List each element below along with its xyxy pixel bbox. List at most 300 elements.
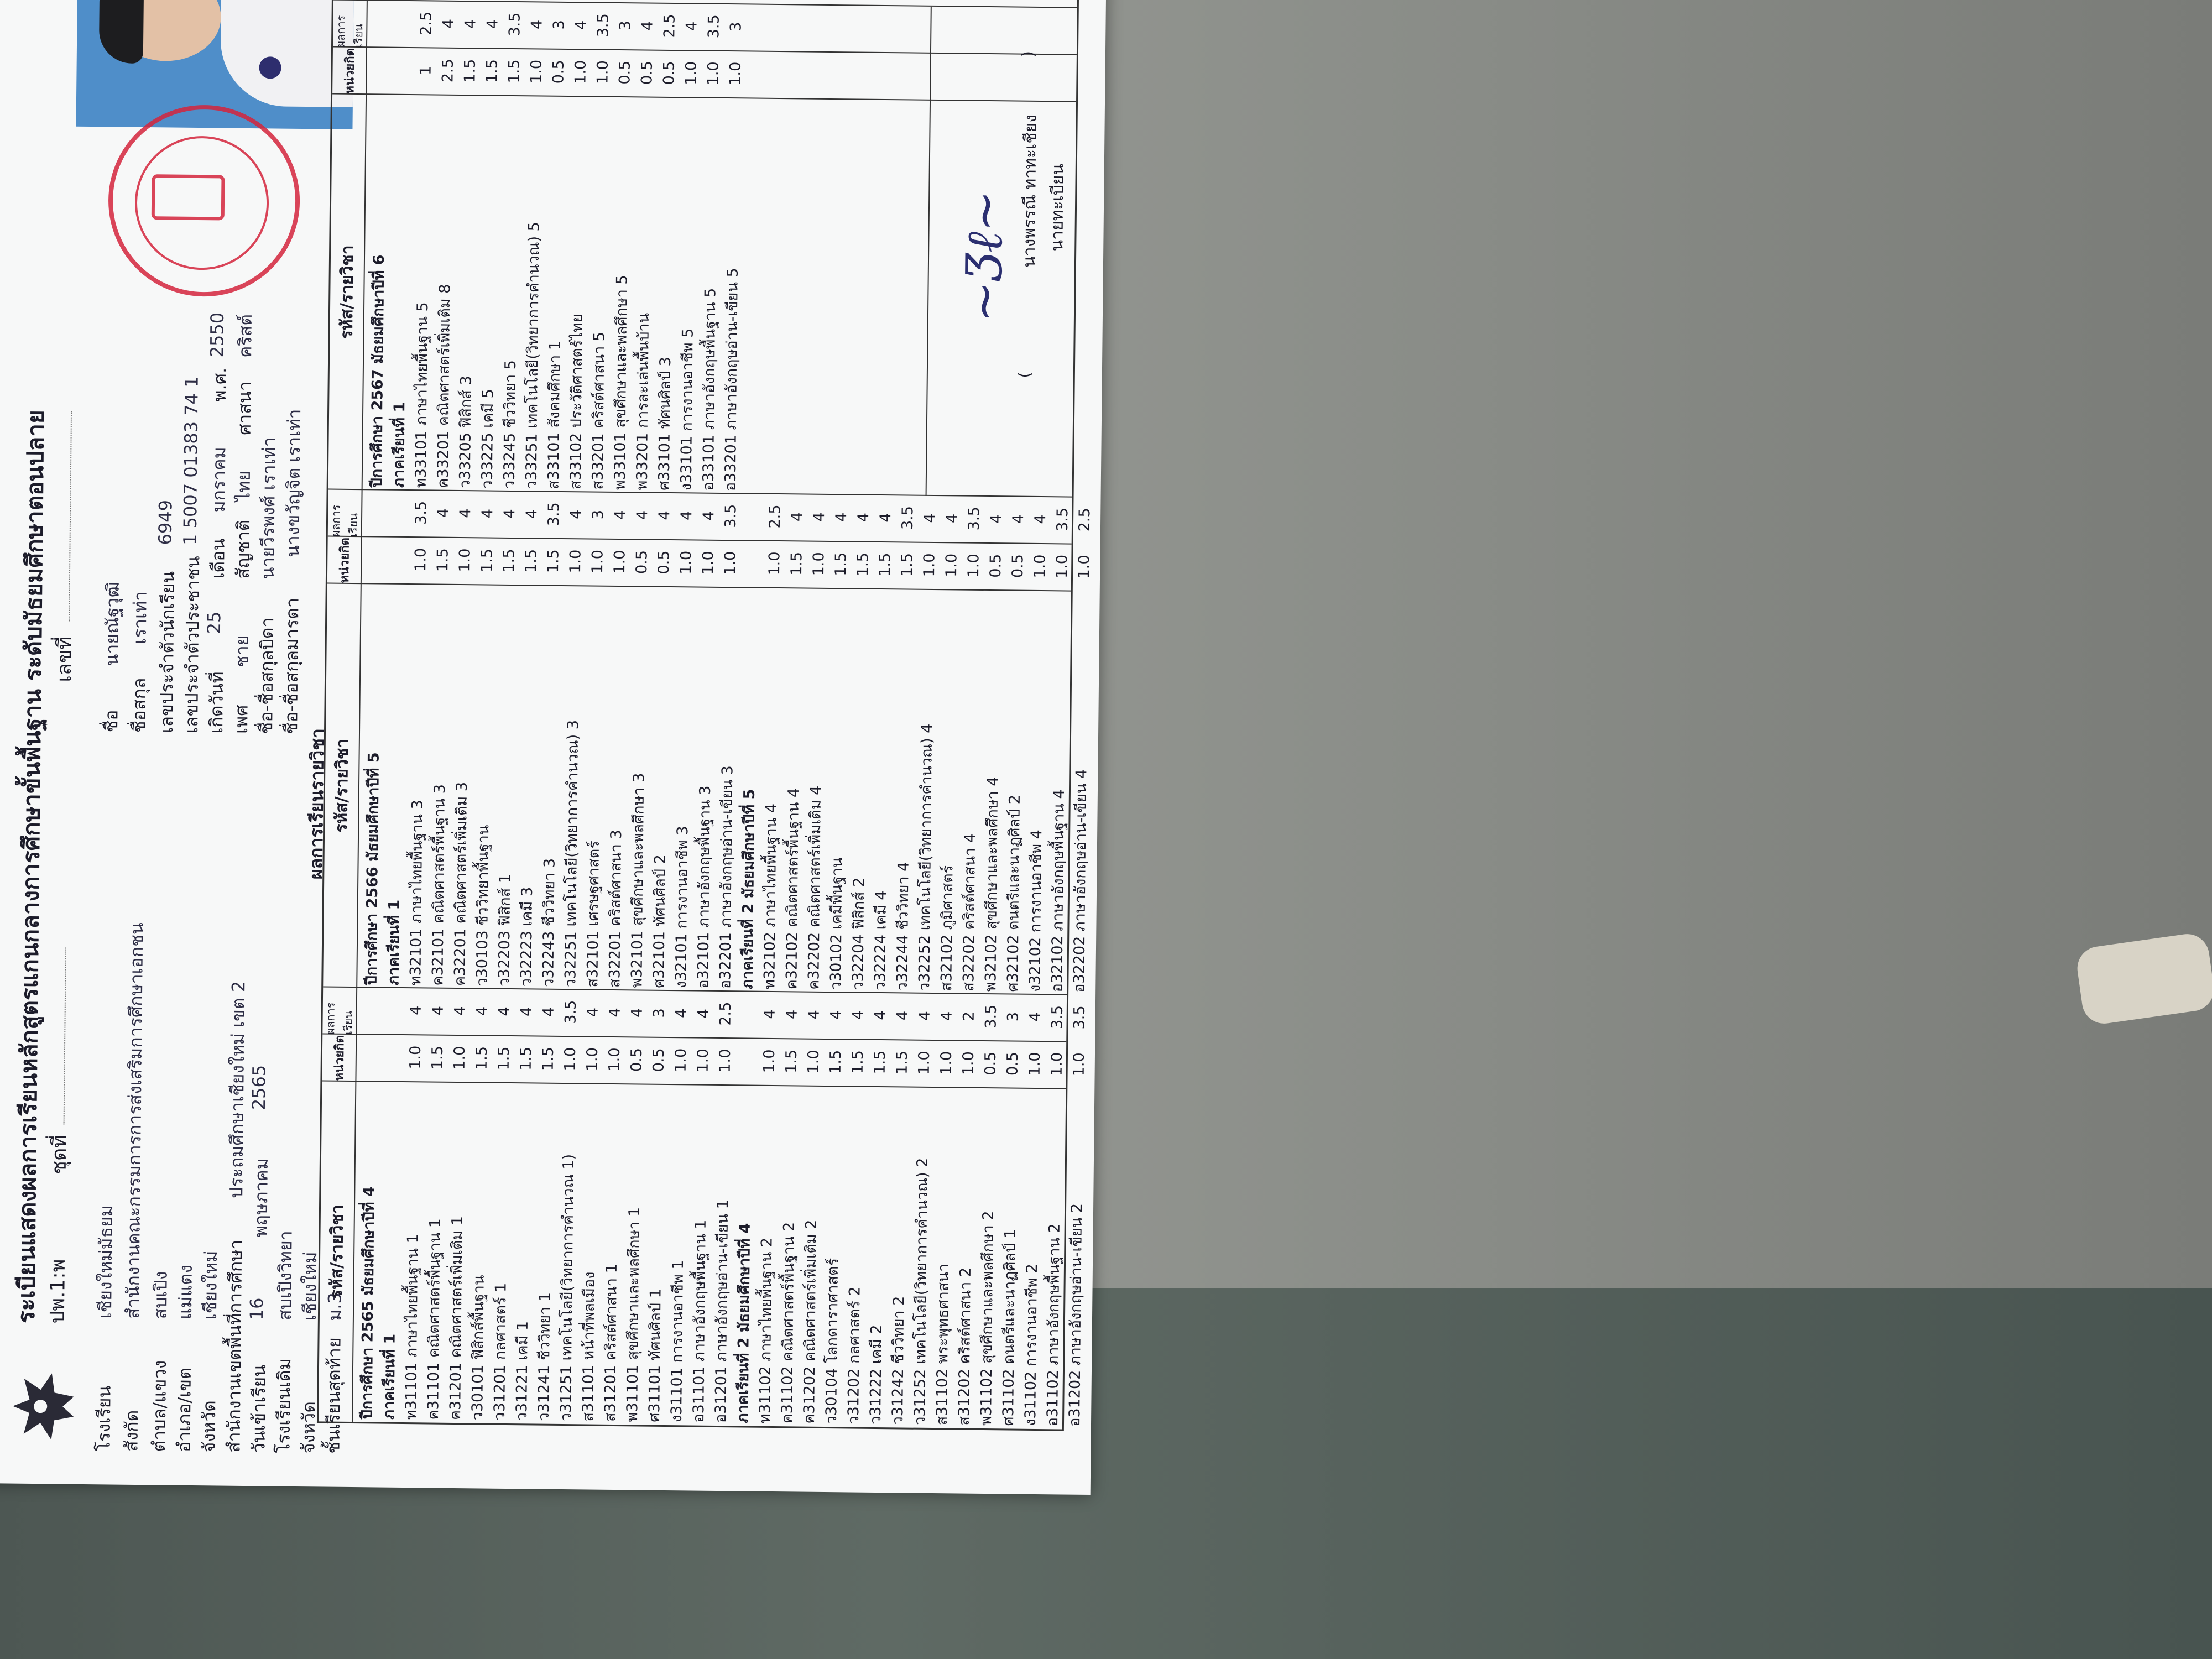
- sex-label: เพศ: [230, 705, 252, 734]
- prev-province-label: จังหวัด: [298, 1401, 320, 1454]
- citizen-id-label: เลขประจำตัวประชาชน: [180, 556, 204, 734]
- col3-subject-row: ว33245 ชีววิทยา 5: [500, 359, 520, 489]
- col1-subject-row: ศ31102 ดนตรีและนาฏศิลป์ 1: [999, 1228, 1019, 1426]
- col1-unit-cell: 1.5: [539, 1047, 557, 1071]
- col2-grade-cell: 3.5: [899, 505, 917, 530]
- col3-grade-cell: [395, 7, 396, 40]
- col3-unit-cell: 1.0: [572, 60, 589, 84]
- col1-unit-cell: 1.0: [959, 1051, 978, 1076]
- col3-subject-row: ท33101 ภาษาไทยพื้นฐาน 5: [412, 302, 432, 488]
- col2-unit-cell: 1.5: [434, 548, 452, 572]
- col2-unit-cell: 1.0: [1031, 554, 1049, 578]
- col1-subject-row: ส31101 หน้าที่พลเมือง: [579, 1271, 598, 1422]
- col2-subject-row: ค32101 คณิตศาสตร์พื้นฐาน 3: [429, 784, 449, 986]
- col2-unit-cell: 1.5: [545, 549, 562, 573]
- col2-unit-header: หน่วยกิต: [337, 538, 352, 583]
- col1-grade-cell: 4: [894, 1010, 911, 1021]
- signature-open-paren: (: [1015, 371, 1035, 378]
- col2-unit-cell: 1.5: [788, 551, 806, 576]
- col2-grade-cell: 4: [789, 512, 806, 522]
- results-heading: ผลการเรียนรายวิชา: [305, 728, 328, 880]
- school-name: เชียงใหม่มัธยม: [94, 1204, 117, 1319]
- col2-unit-cell: 1.0: [722, 551, 739, 575]
- col1-unit-cell: 1.0: [694, 1048, 712, 1073]
- col2-unit-cell: 1.0: [1076, 555, 1093, 579]
- col2-subject-row: ว32224 เคมี 4: [872, 890, 890, 991]
- col1-subject-row: ว31251 เทคโนโลยี(วิทยาการคำนวณ 1): [557, 1154, 578, 1422]
- subdistrict: สบเปิง: [149, 1271, 171, 1319]
- col2-grade-header: ผลการเรียน: [328, 504, 361, 538]
- col1-grade-cell: 4: [761, 1009, 779, 1019]
- col1-unit-cell: 1.0: [561, 1047, 580, 1071]
- col3-unit-cell: 0.5: [616, 60, 634, 85]
- registrar-role: นายทะเบียน: [1047, 163, 1068, 252]
- col1-subject-row: ท31102 ภาษาไทยพื้นฐาน 2: [756, 1237, 776, 1424]
- signature-box-divider: [926, 7, 932, 496]
- col1-grade-cell: 3.5: [562, 1000, 580, 1024]
- col2-subject-row: ง32102 การงานอาชีพ 4: [1026, 830, 1046, 993]
- surname-label: ชื่อสกุล: [128, 677, 150, 733]
- col2-subject-row: ส32202 คริสต์ศาสนา 4: [960, 833, 979, 992]
- col1-unit-cell: 1.0: [672, 1048, 690, 1072]
- col1-unit-cell: 1.0: [406, 1045, 425, 1070]
- col1-grade-cell: 3.5: [1071, 1005, 1088, 1030]
- form-code: ปพ.1:พ: [46, 1259, 70, 1324]
- col2-grade-cell: 4: [457, 508, 474, 518]
- father-label: ชื่อ-ชื่อสกุลบิดา: [255, 617, 278, 734]
- col1-unit-cell: 1.0: [1048, 1052, 1066, 1077]
- col2-subject-row: ว32252 เทคโนโลยี(วิทยาการคำนวณ) 4: [916, 723, 936, 992]
- school-seal-icon: [107, 104, 301, 298]
- col1-subject-row: ง31101 การงานอาชีพ 1: [667, 1260, 687, 1423]
- col3-unit-cell: 1.5: [505, 59, 523, 84]
- col1-grade-cell: 4: [451, 1006, 469, 1016]
- col1-unit-cell: 1.0: [805, 1050, 823, 1074]
- signature-close-paren: ): [1018, 50, 1038, 58]
- col1-grade-cell: 2.5: [717, 1001, 734, 1026]
- col2-subject-row: ศ32101 ทัศนศิลป์ 2: [650, 854, 669, 988]
- col1-unit-cell: 1.0: [606, 1047, 624, 1072]
- citizen-id: 1 5007 01383 74 1: [179, 376, 202, 546]
- col2-subject-row: ว30102 เคมีพื้นฐาน: [827, 857, 846, 990]
- col2-unit-cell: 1.0: [412, 547, 430, 572]
- col1-grade-cell: 4: [429, 1005, 447, 1016]
- col2-unit-cell: 1.0: [589, 549, 607, 574]
- birth-day: 25: [203, 611, 225, 634]
- col1-grade-cell: 4: [849, 1010, 867, 1020]
- admit-day: 16: [246, 1297, 268, 1321]
- affiliation: สำนักงานคณะกรรมการการส่งเสริมการศึกษาเอกชน: [122, 922, 148, 1319]
- name-label: ชื่อ: [100, 709, 122, 733]
- birth-month: มกราคม: [208, 447, 230, 513]
- col3-grade-cell: 4: [528, 19, 546, 30]
- col1-unit-cell: 1.5: [473, 1046, 491, 1071]
- col2-grade-cell: 4: [567, 509, 585, 519]
- col3-grade-cell: 3.5: [506, 12, 524, 36]
- col2-unit-cell: 1.5: [523, 549, 540, 573]
- col1-grade-cell: 3.5: [1048, 1005, 1066, 1030]
- religion-label: ศาสนา: [233, 381, 255, 436]
- col1-subject-row: ค31101 คณิตศาสตร์พื้นฐาน 1: [425, 1218, 444, 1420]
- religion: คริสต์: [234, 314, 256, 358]
- number-label: เลขที่: [53, 636, 76, 682]
- col2-grade-cell: 3.5: [722, 504, 740, 528]
- col1-unit-cell: 1.5: [782, 1049, 801, 1073]
- col3-subject-row: ปีการศึกษา 2567 มัธยมศึกษาปีที่ 6: [368, 254, 388, 488]
- education-area: ประถมศึกษาเชียงใหม่ เขต 2: [226, 980, 249, 1199]
- set-label: ชุดที่: [48, 1134, 71, 1175]
- col2-unit-cell: 1.5: [500, 549, 518, 573]
- col1-unit-cell: 1.0: [1070, 1052, 1088, 1077]
- col2-subject-row: ว32243 ชีววิทยา 3: [540, 858, 559, 987]
- col1-grade-cell: 3: [650, 1008, 668, 1018]
- prev-level-label: ชั้นเรียนสุดท้าย: [322, 1337, 345, 1454]
- col2-subject-row: ส32102 ภูมิศาสตร์: [938, 865, 957, 992]
- col1-subject-row: ว30101 ฟิสิกส์พื้นฐาน: [469, 1275, 488, 1421]
- transcript-document: [0, 0, 1108, 1495]
- col1-unit-cell: 0.5: [628, 1047, 646, 1072]
- birth-month-label: เดือน: [207, 538, 229, 579]
- col1-grade-cell: 3: [1004, 1011, 1022, 1022]
- col2-unit-cell: 1.5: [877, 552, 894, 577]
- prev-school: สบเปิงวิทยา: [274, 1230, 296, 1321]
- prev-level: ม.3: [324, 1292, 346, 1321]
- student-id: 6949: [154, 499, 176, 545]
- col1-subject-row: ค31202 คณิตศาสตร์เพิ่มเติม 2: [800, 1219, 820, 1424]
- col1-subject-row: ว31252 เทคโนโลยี(วิทยาการคำนวณ) 2: [911, 1157, 932, 1425]
- registrar-name: นางพรรณี ทาทะเชียง: [1019, 114, 1041, 268]
- col1-grade-cell: 4: [473, 1006, 491, 1016]
- col3-grade-header: ผลการเรียน: [333, 15, 366, 48]
- col1-grade-cell: 4: [783, 1009, 801, 1020]
- col2-unit-cell: 1.0: [1053, 554, 1071, 579]
- col2-grade-cell: 4: [634, 510, 651, 520]
- col2-subject-row: ว32244 ชีววิทยา 4: [894, 862, 912, 991]
- col1-subject-row: ว31221 เคมี 1: [513, 1321, 531, 1421]
- col3-unit-cell: 0.5: [550, 60, 567, 84]
- col2-grade-cell: [744, 499, 745, 533]
- col1-unit-cell: 1.5: [849, 1050, 867, 1074]
- col1-grade-cell: 4: [695, 1008, 712, 1019]
- col2-subject-row: ว32204 ฟิสิกส์ 2: [849, 877, 868, 990]
- col2-grade-cell: 4: [678, 510, 696, 521]
- affiliation-label: สังกัด: [121, 1410, 143, 1452]
- col3-subject-row: ส33101 สังคมศึกษา 1: [545, 340, 564, 489]
- col2-subject-row: พ32101 สุขศึกษาและพลศึกษา 3: [628, 773, 648, 988]
- col2-grade-cell: 4: [656, 510, 674, 520]
- col3-grade-cell: [373, 6, 374, 39]
- col1-grade-cell: 4: [584, 1007, 602, 1018]
- admit-year: 2565: [248, 1065, 270, 1110]
- col1-unit-cell: 0.5: [650, 1048, 668, 1072]
- col2-unit-cell: 1.5: [478, 548, 496, 573]
- col1-unit-cell: 1.5: [871, 1050, 889, 1074]
- col2-grade-cell: 3.5: [412, 500, 430, 525]
- col3-grade-cell: 3: [617, 20, 634, 30]
- col1-subject-row: ว31202 กลศาสตร์ 2: [844, 1286, 864, 1425]
- col3-subject-row: พ33101 สุขศึกษาและพลศึกษา 5: [611, 275, 631, 491]
- col1-unit-cell: 1.0: [716, 1048, 734, 1073]
- col2-unit-cell: 0.5: [987, 554, 1005, 578]
- col2-unit-cell: 1.5: [854, 552, 872, 577]
- col3-subject-row: ส33201 คริสต์ศาสนา 5: [589, 331, 608, 490]
- col3-grade-cell: 4: [484, 19, 502, 29]
- col1-unit-header: หน่วยกิต: [332, 1035, 347, 1081]
- col1-unit-cell: 1.5: [429, 1046, 447, 1070]
- col3-grade-cell: 2.5: [661, 14, 679, 38]
- col2-grade-cell: 2.5: [1076, 508, 1094, 532]
- col1-unit-cell: 1.0: [760, 1049, 779, 1073]
- col1-subject-row: ส31201 คริสต์ศาสนา 1: [601, 1264, 620, 1422]
- col3-unit-cell: 1.0: [528, 59, 545, 84]
- col2-unit-cell: 0.5: [633, 550, 651, 575]
- col2-subject-row: ส32101 เศรษฐศาสตร์: [584, 841, 603, 988]
- col2-unit-cell: 0.5: [1009, 554, 1027, 578]
- student-id-label: เลขประจำตัวนักเรียน: [155, 571, 179, 733]
- col1-subject-row: ภาคเรียนที่ 1: [380, 1333, 399, 1420]
- col3-subject-row: ศ33101 ทัศนศิลป์ 3: [655, 357, 675, 491]
- col1-subject-row: ส31202 คริสต์ศาสนา 2: [955, 1267, 974, 1426]
- col3-subject-row: อ33201 ภาษาอังกฤษอ่าน-เขียน 5: [722, 268, 742, 492]
- col2-unit-cell: 0.5: [655, 550, 673, 575]
- student-surname: เราเท่า: [129, 591, 151, 645]
- col3-grade-cell: 3.5: [594, 13, 612, 38]
- number-field: [49, 411, 72, 621]
- col1-unit-cell: 1.0: [937, 1051, 956, 1075]
- col1-unit-cell: 1.0: [1026, 1052, 1044, 1076]
- col2-subject-row: ปีการศึกษา 2566 มัธยมศึกษาปีที่ 5: [363, 752, 383, 985]
- col1-unit-cell: 1.0: [583, 1047, 602, 1072]
- col1-grade-cell: 4: [518, 1006, 535, 1017]
- col2-subject-row: ว32203 ฟิสิกส์ 1: [495, 873, 514, 987]
- col2-grade-cell: 4: [943, 513, 961, 524]
- col2-subject-row: ง32101 การงานอาชีพ 3: [672, 826, 692, 989]
- col1-subject-row: ปีการศึกษา 2565 มัธยมศึกษาปีที่ 4: [358, 1186, 378, 1420]
- col2-grade-cell: 4: [811, 512, 828, 522]
- col2-grade-cell: [390, 496, 391, 529]
- col1-grade-cell: 4: [672, 1008, 690, 1019]
- col2-grade-cell: 4: [435, 508, 452, 518]
- col3-subject-row: ส33102 ประวัติศาสตร์ไทย: [567, 314, 586, 490]
- col2-grade-cell: 4: [988, 514, 1005, 524]
- col2-subject-header: รหัส/รายวิชา: [331, 738, 352, 833]
- col1-grade-cell: 4: [827, 1010, 845, 1020]
- col1-subject-header: รหัส/รายวิชา: [326, 1204, 347, 1299]
- col3-grade-cell: 3: [550, 20, 568, 30]
- col1-grade-cell: 4: [916, 1011, 933, 1021]
- col2-subject-row: อ32201 ภาษาอังกฤษอ่าน-เขียน 3: [717, 765, 737, 989]
- col1-subject-row: อ31201 ภาษาอังกฤษอ่าน-เขียน 1: [712, 1199, 732, 1423]
- col1-grade-cell: 4: [938, 1011, 956, 1021]
- col1-grade-cell: 4: [805, 1010, 823, 1020]
- col3-grade-cell: 3: [727, 22, 745, 32]
- col3-subject-row: ว33205 ฟิสิกส์ 3: [456, 375, 475, 489]
- col2-grade-cell: 4: [479, 508, 497, 519]
- col1-grade-cell: 2: [960, 1011, 978, 1021]
- col1-subject-row: ค31201 คณิตศาสตร์เพิ่มเติม 1: [447, 1215, 466, 1421]
- col1-unit-cell: 1.5: [827, 1050, 845, 1074]
- nationality-label: สัญชาติ: [232, 519, 254, 580]
- col1-subject-row: พ31102 สุขศึกษาและพลศึกษา 2: [977, 1211, 998, 1426]
- col3-grade-cell: 3.5: [705, 14, 723, 39]
- col3-unit-cell: 1: [417, 65, 435, 76]
- col2-grade-cell: 3.5: [965, 507, 983, 531]
- col1-unit-cell: 1.5: [495, 1046, 513, 1071]
- col1-subject-row: ค31102 คณิตศาสตร์พื้นฐาน 2: [778, 1222, 798, 1424]
- col1-grade-cell: 4: [628, 1008, 646, 1018]
- col3-grade-cell: 4: [462, 19, 479, 29]
- col2-grade-cell: 2.5: [766, 504, 784, 529]
- col2-grade-cell: 3.5: [545, 502, 563, 526]
- col3-grade-cell: 4: [572, 20, 590, 30]
- col2-grade-cell: 4: [501, 509, 519, 519]
- col2-unit-cell: 1.5: [899, 552, 916, 577]
- col2-subject-row: ค32202 คณิตศาสตร์เพิ่มเติม 4: [805, 785, 825, 990]
- col2-subject-row: อ32102 ภาษาอังกฤษพื้นฐาน 4: [1048, 789, 1068, 993]
- col1-subject-row: ว31241 ชีววิทยา 1: [535, 1292, 554, 1421]
- col1-grade-header: ผลการเรียน: [324, 1002, 355, 1035]
- mother-label: ชื่อ-ชื่อสกุลมารดา: [280, 597, 303, 735]
- col2-grade-cell: 4: [833, 512, 851, 522]
- col2-grade-cell: 4: [612, 510, 629, 520]
- document-title: ระเบียนแสดงผลการเรียนหลักสูตรแกนกลางการศึกษาขั้นพื้นฐาน ระดับมัธยมศึกษาตอนปลาย: [12, 410, 50, 1324]
- col1-subject-row: ท31101 ภาษาไทยพื้นฐาน 1: [403, 1234, 422, 1420]
- col1-unit-cell: 1.0: [915, 1051, 933, 1075]
- col2-subject-row: ส32201 คริสต์ศาสนา 3: [606, 830, 625, 988]
- col2-unit-cell: 1.0: [921, 553, 938, 577]
- col3-subject-row: ง33101 การงานอาชีพ 5: [677, 328, 697, 491]
- col2-subject-row: ค32201 คณิตศาสตร์เพิ่มเติม 3: [451, 781, 471, 987]
- col2-grade-cell: 4: [700, 510, 718, 521]
- province-label: จังหวัด: [198, 1400, 220, 1453]
- col2-unit-cell: 1.0: [567, 549, 585, 573]
- col1-subject-row: ว31222 เคมี 2: [867, 1324, 885, 1425]
- col2-grade-cell: 4: [877, 513, 895, 523]
- col2-unit-cell: 1.0: [965, 554, 983, 578]
- col2-subject-row: ว32251 เทคโนโลยี(วิทยาการคำนวณ) 3: [562, 719, 582, 988]
- col2-grade-cell: 3.5: [1053, 507, 1072, 532]
- col3-unit-cell: 1.5: [461, 59, 479, 83]
- col3-subject-row: ค33201 คณิตศาสตร์เพิ่มเติม 8: [434, 284, 454, 488]
- col3-grade-cell: 2.5: [418, 11, 435, 35]
- col2-grade-cell: 4: [1010, 514, 1027, 524]
- col2-subject-row: ภาคเรียนที่ 2 มัธยมศึกษาปีที่ 5: [739, 789, 758, 989]
- col2-grade-cell: 3: [589, 509, 607, 520]
- col3-unit-cell: 1.5: [483, 59, 501, 84]
- col2-grade-cell: 4: [523, 509, 541, 519]
- transcript-sheet: [0, 0, 1108, 1495]
- col2-subject-row: ท32102 ภาษาไทยพื้นฐาน 4: [761, 803, 780, 990]
- nationality: ไทย: [233, 470, 254, 502]
- col1-grade-cell: 4: [1026, 1012, 1044, 1022]
- col2-subject-row: ว30103 ชีววิทยาพื้นฐาน: [473, 825, 493, 987]
- col2-unit-cell: 1.0: [456, 548, 474, 572]
- col1-unit-cell: 1.5: [517, 1046, 535, 1071]
- birth-year: 2550: [206, 312, 228, 358]
- col1-subject-row: อ31101 ภาษาอังกฤษพื้นฐาน 1: [690, 1219, 709, 1423]
- col1-subject-row: ว31242 ชีววิทยา 2: [889, 1296, 908, 1425]
- set-field: [44, 947, 66, 1124]
- col2-unit-cell: 1.5: [832, 552, 850, 576]
- col1-subject-row: อ31102 ภาษาอังกฤษพื้นฐาน 2: [1044, 1223, 1063, 1427]
- col2-unit-cell: 1.0: [677, 550, 695, 575]
- col2-unit-cell: 1.0: [943, 553, 961, 577]
- col3-subject-row: อ33101 ภาษาอังกฤษพื้นฐาน 5: [700, 288, 719, 491]
- col1-subject-row: พ31101 สุขศึกษาและพลศึกษา 1: [623, 1207, 644, 1422]
- garuda-emblem-icon: [7, 1368, 79, 1446]
- col1-grade-cell: 4: [872, 1010, 889, 1020]
- col3-unit-cell: 0.5: [660, 61, 678, 85]
- admit-month: พฤษภาคม: [250, 1157, 272, 1238]
- subdistrict-label: ตำบล/แขวง: [148, 1360, 171, 1452]
- col1-subject-row: ว31201 กลศาสตร์ 1: [491, 1282, 510, 1421]
- col1-grade-cell: 3.5: [982, 1004, 1000, 1029]
- col2-grade-cell: 4: [855, 512, 873, 523]
- district-label: อำเภอ/เขต: [173, 1367, 195, 1453]
- col3-unit-cell: 1.0: [727, 61, 744, 86]
- col2-subject-row: ภาคเรียนที่ 1: [385, 899, 403, 985]
- col2-unit-cell: 1.0: [611, 550, 629, 574]
- col2-subject-row: ค32102 คณิตศาสตร์พื้นฐาน 4: [783, 787, 803, 990]
- col1-unit-cell: 1.0: [451, 1046, 469, 1070]
- province: เชียงใหม่: [199, 1250, 222, 1320]
- col1-unit-cell: 0.5: [1004, 1051, 1022, 1076]
- district: แม่แตง: [174, 1264, 196, 1320]
- col2-grade-cell: 4: [1032, 514, 1050, 524]
- col1-subject-row: ส31102 พระพุทธศาสนา: [933, 1263, 953, 1426]
- col2-unit-cell: 1.0: [810, 552, 828, 576]
- col2-grade-cell: 4: [921, 513, 939, 523]
- col1-grade-cell: 4: [407, 1005, 425, 1015]
- prev-school-label: โรงเรียนเดิม: [273, 1358, 295, 1453]
- col3-unit-header: หน่วยกิต: [342, 48, 357, 94]
- col1-unit-cell: 1.5: [893, 1050, 911, 1075]
- col1-unit-cell: 0.5: [982, 1051, 1000, 1076]
- col2-subject-row: พ32102 สุขศึกษาและพลศึกษา 4: [982, 776, 1002, 992]
- col1-subject-row: อ31202 ภาษาอังกฤษอ่าน-เขียน 2: [1066, 1203, 1086, 1427]
- col2-subject-row: ศ32102 ดนตรีและนาฏศิลป์ 2: [1004, 794, 1024, 992]
- col3-subject-row: พ33201 การละเล่นพื้นบ้าน: [633, 312, 653, 491]
- col1-subject-row: ว30104 โลกดาราศาสตร์: [822, 1258, 842, 1425]
- col2-subject-row: อ32202 ภาษาอังกฤษอ่าน-เขียน 4: [1071, 769, 1091, 993]
- col3-unit-cell: 0.5: [638, 60, 656, 85]
- col3-subject-header: รหัส/รายวิชา: [336, 245, 357, 340]
- col2-unit-cell: 1.0: [766, 551, 784, 576]
- col3-grade-cell: 4: [639, 20, 656, 31]
- col1-grade-cell: 4: [540, 1006, 557, 1017]
- school-label: โรงเรียน: [93, 1385, 115, 1452]
- col2-grade-cell: [368, 495, 369, 529]
- student-first-name: นายณัฐวุฒิ: [101, 581, 123, 666]
- col1-subject-row: ภาคเรียนที่ 2 มัธยมศึกษาปีที่ 4: [734, 1223, 754, 1423]
- col3-unit-cell: 1.0: [705, 61, 722, 86]
- prev-province: เชียงใหม่: [299, 1251, 321, 1321]
- birth-year-label: พ.ศ.: [209, 367, 231, 402]
- col3-unit-cell: 2.5: [439, 59, 457, 83]
- col2-subject-row: ว32223 เคมี 3: [518, 886, 536, 987]
- col3-grade-cell: 4: [683, 21, 701, 32]
- col3-subject-row: ภาคเรียนที่ 1: [390, 401, 409, 488]
- signature-scribble-icon: ~Ʒℓ~: [954, 190, 1015, 323]
- col1-grade-cell: 4: [495, 1006, 513, 1016]
- col3-subject-row: ว33251 เทคโนโลยี(วิทยาการคำนวณ) 5: [523, 222, 543, 489]
- area-label: สำนักงานเขตพื้นที่การศึกษา: [223, 1239, 247, 1453]
- col3-subject-row: ว33225 เคมี 5: [478, 388, 497, 489]
- col1-grade-cell: 4: [606, 1008, 624, 1018]
- col2-subject-row: ท32101 ภาษาไทยพื้นฐาน 3: [407, 800, 426, 986]
- mother-name: นางขวัญจิต เราเท่า: [282, 409, 305, 558]
- col1-subject-row: ง31102 การงานอาชีพ 2: [1021, 1264, 1041, 1427]
